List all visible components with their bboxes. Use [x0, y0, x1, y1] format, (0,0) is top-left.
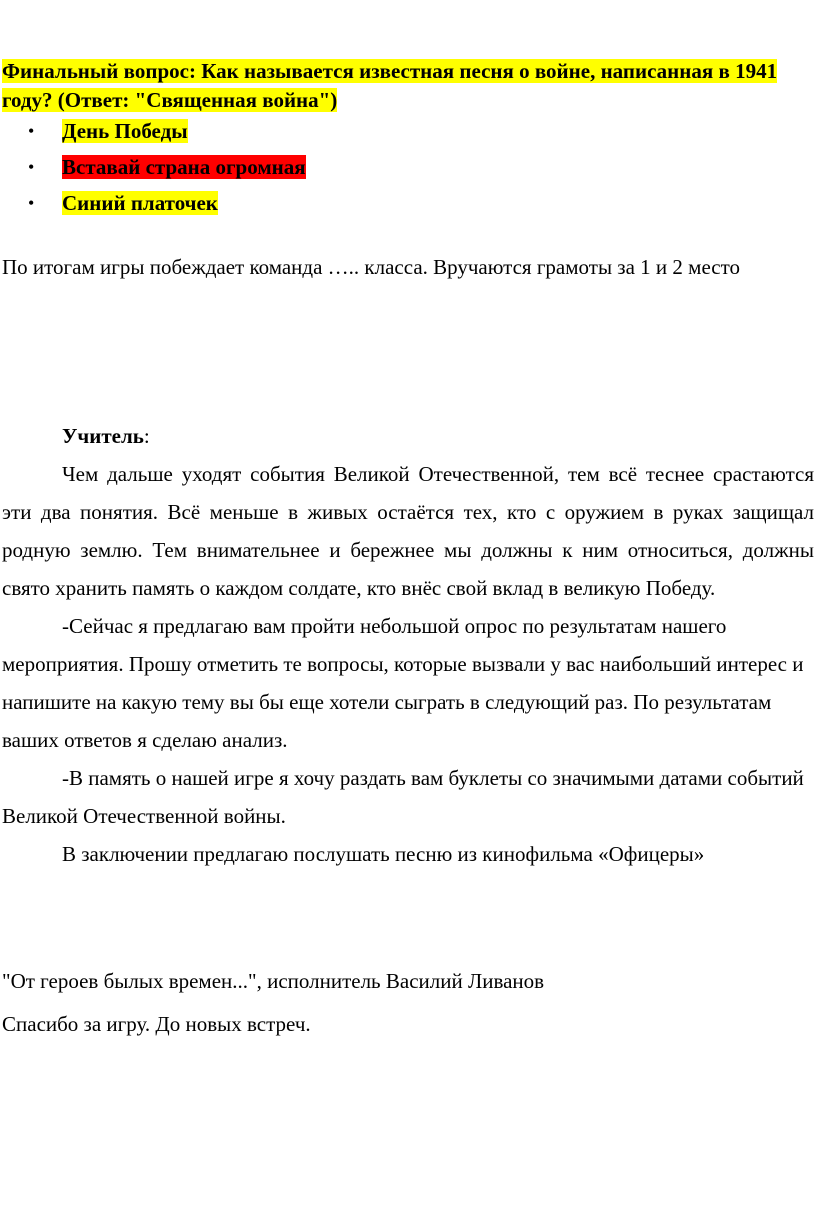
song-line: "От героев былых времен...", исполнитель Василий Ливанов: [2, 969, 545, 993]
paragraph-3: -В память о нашей игре я хочу раздать вам буклеты со значимыми датами событий Великой Отечественной войны.: [2, 766, 804, 828]
option-item: [0, 187, 800, 223]
option-item: [0, 151, 800, 187]
game-summary: По итогам игры побеждает команда ….. класса. Вручаются грамоты за 1 и 2 место: [2, 255, 741, 279]
speaker-line: [2, 417, 814, 455]
option-label-correct: Вставай страна огромная: [62, 155, 306, 179]
option-label: День Победы: [62, 119, 188, 143]
bullet-icon: •: [28, 121, 35, 141]
teacher-speech: [2, 417, 814, 873]
answer-options: [0, 115, 800, 223]
paragraph-4: В заключении предлагаю послушать песню из кинофильма «Офицеры»: [62, 842, 705, 866]
option-label: Синий платочек: [62, 191, 218, 215]
paragraph-2: -Сейчас я предлагаю вам пройти небольшой опрос по результатам нашего мероприятия. Прошу отметить те вопросы, которые вызвали у вас наибольший интерес и напишите на какую тему вы бы еще хотели сыграть в следующий раз. По результатам ваших ответов я сделаю анализ.: [2, 614, 804, 752]
speaker-colon: :: [143, 424, 150, 448]
closing-line: Спасибо за игру. До новых встреч.: [2, 1012, 311, 1036]
final-question: [2, 57, 814, 115]
speaker-name: Учитель: [62, 424, 144, 448]
bullet-icon: •: [28, 157, 35, 177]
bullet-icon: •: [28, 193, 35, 213]
final-question-text: Финальный вопрос: Как называется известная песня о войне, написанная в 1941 году? (Ответ: "Священная война"): [2, 59, 778, 112]
option-item: [0, 115, 800, 151]
paragraph-1: Чем дальше уходят события Великой Отечественной, тем всё теснее срастаются эти два понятия. Всё меньше в живых остаётся тех, кто с оружием в руках защищал родную землю. Тем внимательнее и бережнее мы должны к ним относиться, должны свято хранить память о каждом солдате, кто внёс свой вклад в великую Победу.: [2, 462, 814, 600]
